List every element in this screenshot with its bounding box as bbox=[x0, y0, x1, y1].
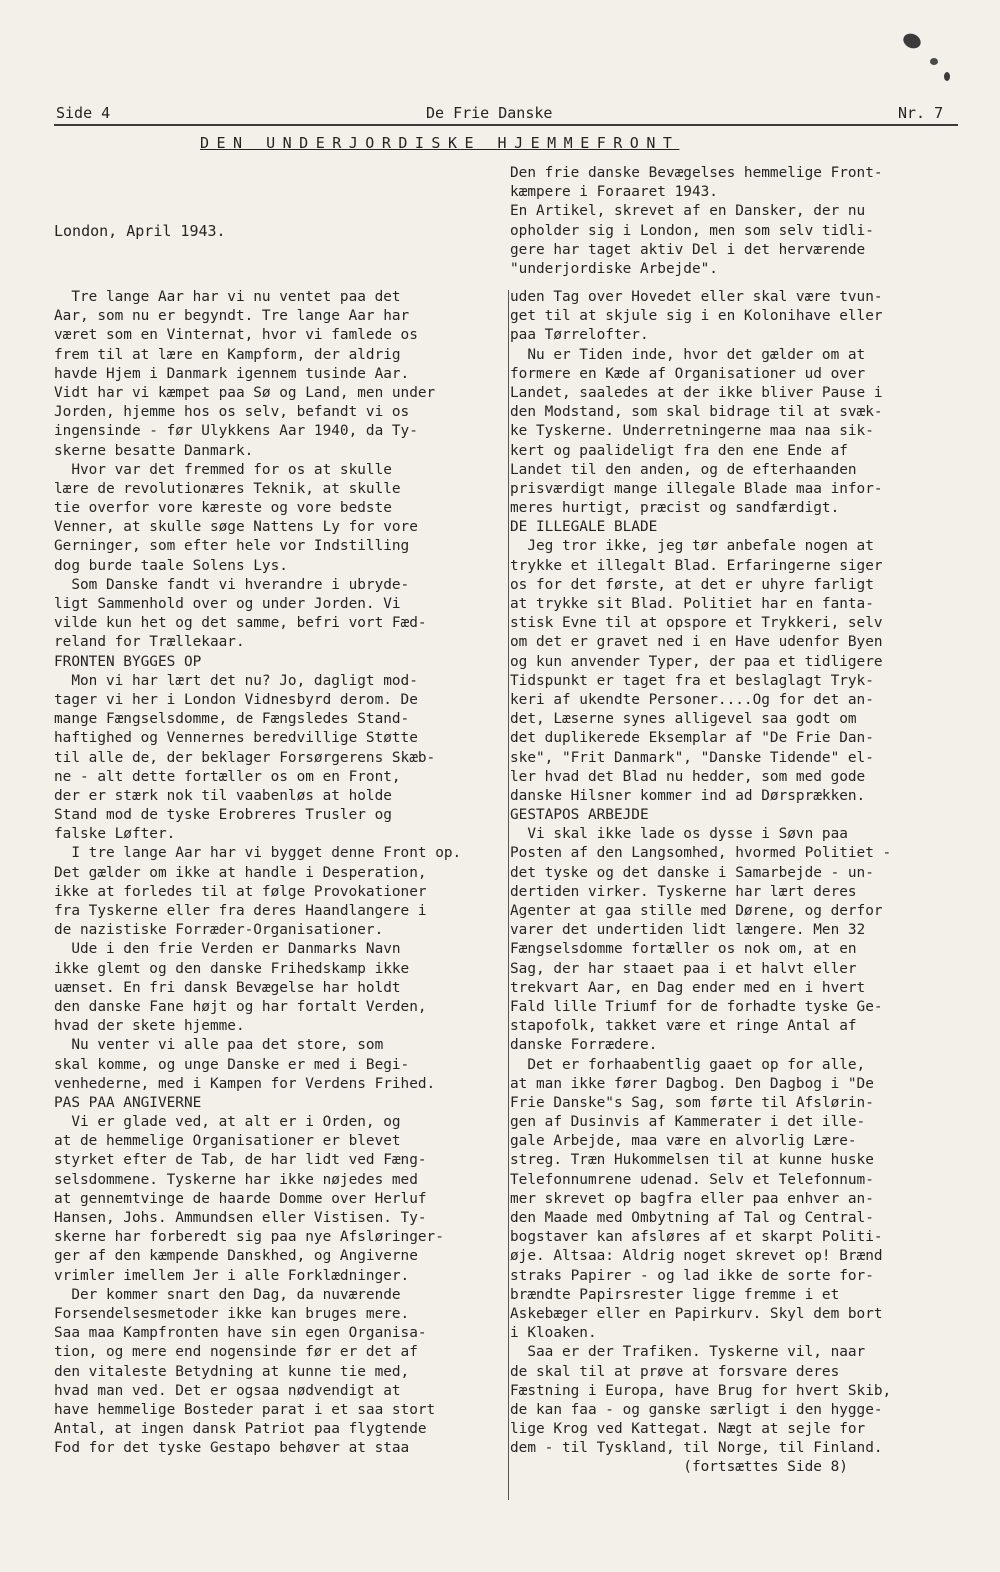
text-line: frem til at lære en Kampform, der aldrig bbox=[54, 346, 401, 363]
text-line: den Modstand, som skal bidrage til at svæk- bbox=[510, 404, 883, 421]
text-line: ikke at forledes til at følge Provokationer bbox=[54, 883, 427, 900]
text-line: vilde kun het og det samme, befri vort Fæd- bbox=[54, 615, 427, 632]
text-line: ke Tyskerne. Underretningerne maa naa sik- bbox=[510, 423, 874, 440]
text-line: Aar, som nu er begyndt. Tre lange Aar har bbox=[54, 308, 410, 325]
text-line: Ude i den frie Verden er Danmarks Navn bbox=[54, 941, 401, 958]
text-line: skerne har forberedt sig paa nye Afsløringer- bbox=[54, 1229, 444, 1246]
ink-blot bbox=[930, 58, 938, 65]
text-line: stisk Evne til at opspore et Trykkeri, selv bbox=[510, 615, 883, 632]
text-line: (fortsættes Side 8) bbox=[510, 1459, 848, 1476]
text-line: gale Arbejde, maa være en alvorlig Lære- bbox=[510, 1133, 857, 1150]
text-line: at de hemmelige Organisationer er blevet bbox=[54, 1133, 401, 1150]
text-line: mer skrevet op bagfra eller paa enhver an- bbox=[510, 1190, 874, 1207]
article-intro bbox=[510, 164, 980, 279]
text-line: Vi er glade ved, at alt er i Orden, og bbox=[54, 1114, 401, 1131]
text-line: PAS PAA ANGIVERNE bbox=[54, 1094, 202, 1111]
text-line: fra Tyskerne eller fra deres Haandlangere i bbox=[54, 903, 427, 919]
text-line: tager vi her i London Vidnesbyrd derom. De bbox=[54, 691, 418, 708]
text-line: Forsendelsesmetoder ikke kan bruges mere. bbox=[54, 1305, 410, 1322]
text-line: vrimler imellem Jer i alle Forklædninger. bbox=[54, 1267, 410, 1284]
text-line: get til at skjule sig i en Kolonihave eller bbox=[510, 308, 883, 325]
text-line: Hvor var det fremmed for os at skulle bbox=[54, 461, 392, 478]
text-line: FRONTEN BYGGES OP bbox=[54, 653, 202, 670]
text-line: den danske Fane højt og har fortalt Verden, bbox=[54, 998, 427, 1015]
text-line: Nu er Tiden inde, hvor det gælder om at bbox=[510, 346, 866, 363]
text-line: Tidspunkt er taget fra et beslaglagt Tryk- bbox=[510, 672, 874, 689]
text-line: have hemmelige Bosteder parat i et saa stort bbox=[54, 1401, 436, 1418]
text-line: Gerninger, som efter hele vor Indstilling bbox=[54, 538, 410, 555]
text-line: Det er forhaabentlig gaaet op for alle, bbox=[510, 1056, 866, 1073]
text-line: meres hurtigt, præcist og sandfærdigt. bbox=[510, 500, 840, 517]
ink-blot bbox=[944, 72, 950, 81]
text-line: kert og paalideligt fra den ene Ende af bbox=[510, 442, 848, 459]
text-line: Fod for det tyske Gestapo behøver at staa bbox=[54, 1440, 410, 1457]
text-line: brændte Papirsrester ligge fremme i et bbox=[510, 1286, 840, 1303]
text-line: Det gælder om ikke at handle i Desperation, bbox=[54, 864, 427, 881]
dateline: London, April 1943. bbox=[54, 222, 226, 240]
text-line: straks Papirer - og lad ikke de sorte for- bbox=[510, 1267, 874, 1284]
text-line: selsdommene. Tyskerne har ikke nøjedes med bbox=[54, 1171, 418, 1188]
text-line: uænset. En fri dansk Bevægelse har holdt bbox=[54, 979, 401, 996]
text-line: danske Forrædere. bbox=[510, 1037, 658, 1054]
text-line: trekvart Aar, en Dag ender med en i hvert bbox=[510, 979, 866, 996]
text-line: at gennemtvinge de haarde Domme over Herluf bbox=[54, 1190, 427, 1207]
text-line: Telefonnumrene udenad. Selv et Telefonnum- bbox=[510, 1171, 874, 1188]
ink-blot bbox=[901, 31, 923, 51]
text-line: Mon vi har lært det nu? Jo, dagligt mod- bbox=[54, 672, 418, 689]
text-line: Askebæger eller en Papirkurv. Skyl dem bort bbox=[510, 1305, 883, 1322]
text-line: den vitaleste Betydning at kunne tie med, bbox=[54, 1363, 410, 1380]
text-line: hvad man ved. Det er ogsaa nødvendigt at bbox=[54, 1382, 401, 1399]
text-line: bogstaver kan afsløres af et skarpt Politi- bbox=[510, 1229, 883, 1246]
text-line: keri af ukendte Personer....Og for det an- bbox=[510, 691, 874, 708]
text-line: formere en Kæde af Organisationer ud over bbox=[510, 365, 866, 382]
right-column bbox=[510, 288, 970, 1478]
text-line: Jorden, hjemme hos os selv, befandt vi os bbox=[54, 404, 410, 421]
text-line: uden Tag over Hovedet eller skal være tvun- bbox=[510, 289, 883, 305]
intro-line: opholder sig i London, men som selv tidli- bbox=[510, 222, 874, 239]
text-line: DE ILLEGALE BLADE bbox=[510, 519, 658, 536]
text-line: den Maade med Ombytning af Tal og Central- bbox=[510, 1210, 874, 1226]
header-rule bbox=[54, 124, 958, 126]
text-line: Fald lille Triumf for de forhadte tyske Ge- bbox=[510, 998, 883, 1015]
text-line: Saa maa Kampfronten have sin egen Organisa- bbox=[54, 1325, 427, 1342]
text-line: ligt Sammenhold over og under Jorden. Vi bbox=[54, 596, 401, 612]
text-line: Sag, der har staaet paa i et halvt eller bbox=[510, 960, 857, 977]
text-line: varer det undertiden lidt længere. Men 32 bbox=[510, 922, 866, 939]
text-line: reland for Trællekaar. bbox=[54, 634, 245, 651]
text-line: I tre lange Aar har vi bygget denne Front op. bbox=[54, 845, 462, 862]
text-line: Landet, saaledes at der ikke bliver Pause i bbox=[510, 384, 883, 401]
text-line: Landet til den anden, og de efterhaanden bbox=[510, 461, 857, 478]
text-line: i Kloaken. bbox=[510, 1325, 597, 1342]
text-line: Vidt har vi kæmpet paa Sø og Land, men under bbox=[54, 384, 436, 401]
text-line: haftighed og Vennernes beredvillige Støtte bbox=[54, 730, 418, 747]
text-line: dog burde taale Solens Lys. bbox=[54, 557, 288, 574]
text-line: været som en Vinternat, hvor vi famlede os bbox=[54, 327, 418, 344]
text-line: Vi skal ikke lade os dysse i Søvn paa bbox=[510, 826, 848, 843]
text-line: de skal til at prøve at forsvare deres bbox=[510, 1363, 840, 1380]
text-line: lige Krog ved Kattegat. Nægt at sejle for bbox=[510, 1421, 866, 1438]
text-line: om det er gravet ned i en Have udenfor Byen bbox=[510, 634, 883, 651]
page-number: Side 4 bbox=[56, 104, 111, 122]
intro-line: En Artikel, skrevet af en Dansker, der nu bbox=[510, 203, 866, 220]
text-line: Venner, at skulle søge Nattens Ly for vore bbox=[54, 519, 418, 536]
text-line: os for det første, at det er uhyre farligt bbox=[510, 576, 874, 593]
text-line: mange Fængselsdomme, de Fængsledes Stand- bbox=[54, 711, 410, 728]
text-line: venhederne, med i Kampen for Verdens Frihed. bbox=[54, 1075, 436, 1092]
text-line: tion, og mere end nogensinde før er det af bbox=[54, 1344, 418, 1361]
text-line: øje. Altsaa: Aldrig noget skrevet op! Brænd bbox=[510, 1248, 883, 1265]
text-line: hvad der skete hjemme. bbox=[54, 1018, 245, 1035]
text-line: ger af den kæmpende Danskhed, og Angiverne bbox=[54, 1248, 418, 1265]
intro-line: gere har taget aktiv Del i det herværende bbox=[510, 241, 866, 258]
text-line: Jeg tror ikke, jeg tør anbefale nogen at bbox=[510, 538, 874, 555]
text-line: Agenter at gaa stille med Dørene, og derfor bbox=[510, 903, 883, 919]
text-line: styrket efter de Tab, de har lidt ved Fæng- bbox=[54, 1152, 427, 1169]
text-line: Stand mod de tyske Erobreres Trusler og bbox=[54, 807, 392, 824]
text-line: til alle de, der beklager Forsørgerens Skæb- bbox=[54, 749, 436, 766]
text-line: de nazistiske Forræder-Organisationer. bbox=[54, 922, 384, 939]
text-line: ske", "Frit Danmark", "Danske Tidende" el- bbox=[510, 749, 874, 766]
text-line: Tre lange Aar har vi nu ventet paa det bbox=[54, 289, 401, 305]
article-title: DEN UNDERJORDISKE HJEMMEFRONT bbox=[200, 134, 680, 152]
text-line: GESTAPOS ARBEJDE bbox=[510, 807, 649, 824]
text-line: det, Læserne synes alligevel saa godt om bbox=[510, 711, 857, 728]
text-line: Nu venter vi alle paa det store, som bbox=[54, 1037, 384, 1054]
publication-name: De Frie Danske bbox=[426, 104, 553, 122]
intro-line: "underjordiske Arbejde". bbox=[510, 260, 718, 277]
left-column bbox=[54, 288, 504, 1458]
text-line: det tyske og det danske i Samarbejde - un- bbox=[510, 864, 874, 881]
text-line: at man ikke fører Dagbog. Den Dagbog i "De bbox=[510, 1075, 874, 1092]
text-line: ikke glemt og den danske Frihedskamp ikke bbox=[54, 960, 410, 977]
text-line: der er stærk nok til vaabenløs at holde bbox=[54, 787, 392, 804]
text-line: paa Tørrelofter. bbox=[510, 327, 649, 344]
text-line: ler hvad det Blad nu hedder, som med gode bbox=[510, 768, 866, 785]
intro-line: kæmpere i Foraaret 1943. bbox=[510, 184, 718, 201]
text-line: Som Danske fandt vi hverandre i ubryde- bbox=[54, 576, 410, 593]
text-line: gen af Dusinvis af Kammerater i det ille- bbox=[510, 1114, 866, 1131]
text-line: danske Hilsner kommer ind ad Dørsprækken. bbox=[510, 787, 866, 804]
text-line: stapofolk, takket være et ringe Antal af bbox=[510, 1018, 857, 1035]
text-line: dertiden virker. Tyskerne har lært deres bbox=[510, 883, 857, 900]
text-line: falske Løfter. bbox=[54, 826, 176, 843]
text-line: Frie Danske"s Sag, som førte til Afslørin- bbox=[510, 1094, 874, 1111]
text-line: at trykke sit Blad. Politiet har en fanta- bbox=[510, 596, 874, 612]
text-line: Fæstning i Europa, have Brug for hvert Skib, bbox=[510, 1382, 892, 1399]
column-divider bbox=[508, 290, 509, 1500]
text-line: tie overfor vore kæreste og vore bedste bbox=[54, 500, 392, 517]
text-line: lære de revolutionæres Teknik, at skulle bbox=[54, 480, 401, 497]
text-line: Hansen, Johs. Ammundsen eller Vistisen. Ty- bbox=[54, 1210, 427, 1226]
text-line: prisværdigt mange illegale Blade maa infor- bbox=[510, 480, 883, 497]
text-line: skerne besatte Danmark. bbox=[54, 442, 254, 459]
text-line: det duplikerede Eksemplar af "De Frie Dan- bbox=[510, 730, 874, 747]
text-line: ne - alt dette fortæller os om en Front, bbox=[54, 768, 401, 785]
text-line: havde Hjem i Danmark igennem tusinde Aar. bbox=[54, 365, 410, 382]
text-line: Posten af den Langsomhed, hvormed Politiet - bbox=[510, 845, 892, 862]
text-line: trykke et illegalt Blad. Erfaringerne siger bbox=[510, 557, 883, 574]
text-line: Saa er der Trafiken. Tyskerne vil, naar bbox=[510, 1344, 866, 1361]
text-line: dem - til Tyskland, til Norge, til Finland. bbox=[510, 1440, 883, 1457]
issue-number: Nr. 7 bbox=[898, 104, 944, 122]
intro-line: Den frie danske Bevægelses hemmelige Front- bbox=[510, 165, 883, 181]
text-line: Antal, at ingen dansk Patriot paa flygtende bbox=[54, 1421, 427, 1438]
text-line: ingensinde - før Ulykkens Aar 1940, da Ty- bbox=[54, 423, 418, 440]
text-line: de kan faa - og ganske særligt i den hygge- bbox=[510, 1401, 883, 1418]
text-line: Der kommer snart den Dag, da nuværende bbox=[54, 1286, 401, 1303]
text-line: Fængselsdomme fortæller os nok om, at en bbox=[510, 941, 857, 958]
text-line: og kun anvender Typer, der paa et tidligere bbox=[510, 653, 883, 670]
text-line: skal komme, og unge Danske er med i Begi- bbox=[54, 1056, 410, 1073]
text-line: streg. Træn Hukommelsen til at kunne huske bbox=[510, 1152, 874, 1169]
